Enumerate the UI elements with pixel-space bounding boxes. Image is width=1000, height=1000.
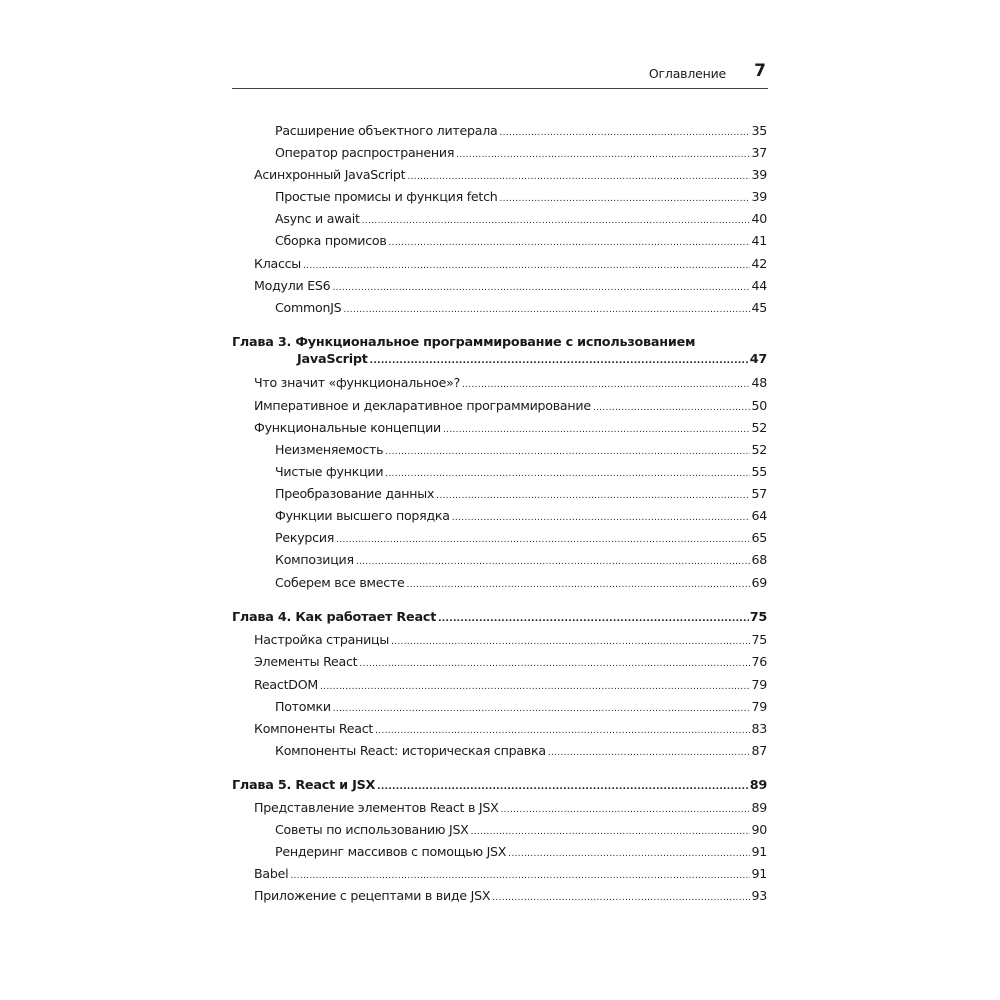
toc-entry-page: 91 — [751, 866, 767, 881]
toc-entry-title: Глава 5. React и JSX — [232, 778, 376, 793]
toc-entry-page: 93 — [751, 888, 767, 903]
toc-entry-page: 39 — [751, 167, 767, 182]
toc-entry-title: Преобразование данных — [275, 486, 435, 501]
toc-entry-title: Сборка промисов — [275, 233, 387, 248]
toc-chapter-entry — [232, 352, 767, 369]
toc-entry-page: 69 — [751, 575, 767, 590]
toc-entry — [232, 508, 767, 526]
toc-entry-title: Классы — [254, 256, 301, 271]
toc-entry — [232, 654, 767, 672]
toc-entry-page: 87 — [751, 743, 767, 758]
toc-entry-page: 45 — [751, 300, 767, 315]
toc-entry-title: Async и await — [275, 211, 360, 226]
toc-chapter-entry — [232, 610, 767, 627]
toc-entry-title: Рекурсия — [275, 530, 335, 545]
toc-entry — [232, 888, 767, 906]
toc-entry — [232, 552, 767, 570]
toc-entry — [232, 800, 767, 818]
page-number: 7 — [754, 61, 766, 81]
toc-entry-title: Рендеринг массивов с помощью JSX — [275, 844, 507, 859]
toc-entry — [232, 145, 767, 163]
toc-entry-title: Чистые функции — [275, 464, 384, 479]
toc-entry — [232, 575, 767, 593]
toc-entry-page: 52 — [751, 420, 767, 435]
toc-entry — [232, 123, 767, 141]
chapter-title-line1: Глава 3. Функциональное программирование с использованием — [232, 335, 696, 350]
toc-entry — [232, 677, 767, 695]
toc-entry-page: 35 — [751, 123, 767, 138]
toc-entry-page: 91 — [751, 844, 767, 859]
toc-entry-title: Композиция — [275, 552, 354, 567]
toc-entry — [232, 844, 767, 862]
toc-entry — [232, 233, 767, 251]
toc-entry-title: Императивное и декларативное программирование — [254, 398, 591, 413]
toc-entry-title: Асинхронный JavaScript — [254, 167, 406, 182]
toc-entry-page: 47 — [749, 352, 767, 367]
toc-entry — [232, 721, 767, 739]
toc-entry-page: 39 — [751, 189, 767, 204]
toc-entry-title: Функции высшего порядка — [275, 508, 450, 523]
toc-entry-title: Расширение объектного литерала — [275, 123, 498, 138]
toc-entry-title: Компоненты React — [254, 721, 374, 736]
toc-entry-title: Babel — [254, 866, 289, 881]
toc-entry — [232, 211, 767, 229]
toc-entry-title: Функциональные концепции — [254, 420, 441, 435]
toc-entry — [232, 822, 767, 840]
running-header — [232, 62, 768, 89]
toc-entry-title: Приложение с рецептами в виде JSX — [254, 888, 491, 903]
toc-entry-title: Представление элементов React в JSX — [254, 800, 499, 815]
toc-entry — [232, 530, 767, 548]
toc-entry — [232, 398, 767, 416]
toc-entry-title: CommonJS — [275, 300, 342, 315]
toc-entry-page: 68 — [751, 552, 767, 567]
toc-entry — [232, 167, 767, 185]
toc-entry-title: Советы по использованию JSX — [275, 822, 469, 837]
toc-entry-title: Оператор распространения — [275, 145, 455, 160]
toc-entry-page: 40 — [751, 211, 767, 226]
toc-entry — [232, 699, 767, 717]
toc-entry-page: 64 — [751, 508, 767, 523]
toc-entry — [232, 743, 767, 761]
toc-entry-page: 52 — [751, 442, 767, 457]
toc-entry-page: 89 — [749, 778, 767, 793]
toc-entry-title: ReactDOM — [254, 677, 318, 692]
toc-entry-page: 44 — [751, 278, 767, 293]
toc-entry-page: 65 — [751, 530, 767, 545]
toc-entry — [232, 189, 767, 207]
toc-entry-page: 37 — [751, 145, 767, 160]
toc-entry — [232, 632, 767, 650]
toc-entry-page: 79 — [751, 677, 767, 692]
toc-entry-title: Простые промисы и функция fetch — [275, 189, 498, 204]
toc-entry — [232, 256, 767, 274]
toc-entry-title: Потомки — [275, 699, 331, 714]
toc-entry — [232, 278, 767, 296]
toc-entry-title: JavaScript — [297, 352, 368, 367]
toc-entry-title: Компоненты React: историческая справка — [275, 743, 546, 758]
toc-entry — [232, 464, 767, 482]
toc-entry-title: Неизменяемость — [275, 442, 384, 457]
toc-entry-page: 79 — [751, 699, 767, 714]
toc-entry-page: 50 — [751, 398, 767, 413]
running-header-section: Оглавление — [648, 66, 726, 81]
toc-entry-page: 55 — [751, 464, 767, 479]
toc-entry-page: 57 — [751, 486, 767, 501]
toc-entry — [232, 300, 767, 318]
toc-entry-page: 75 — [749, 610, 767, 625]
toc-entry — [232, 420, 767, 438]
toc-entry-title: Глава 4. Как работает React — [232, 610, 437, 625]
toc-entry-page: 41 — [751, 233, 767, 248]
toc-entry-title: Элементы React — [254, 654, 358, 669]
toc-entry-page: 83 — [751, 721, 767, 736]
toc-entry — [232, 866, 767, 884]
toc-entry — [232, 442, 767, 460]
toc-entry-page: 48 — [751, 375, 767, 390]
toc-entry-title: Настройка страницы — [254, 632, 390, 647]
toc-entry-title: Модули ES6 — [254, 278, 331, 293]
toc-entry-page: 42 — [751, 256, 767, 271]
toc-entry-page: 75 — [751, 632, 767, 647]
toc-entry — [232, 486, 767, 504]
toc-entry-page: 89 — [751, 800, 767, 815]
toc-entry-title: Соберем все вместе — [275, 575, 405, 590]
toc-chapter-entry — [232, 778, 767, 795]
toc-entry — [232, 375, 767, 393]
toc-entry-page: 90 — [751, 822, 767, 837]
toc-entry-title: Что значит «функциональное»? — [254, 375, 461, 390]
toc-entry-page: 76 — [751, 654, 767, 669]
